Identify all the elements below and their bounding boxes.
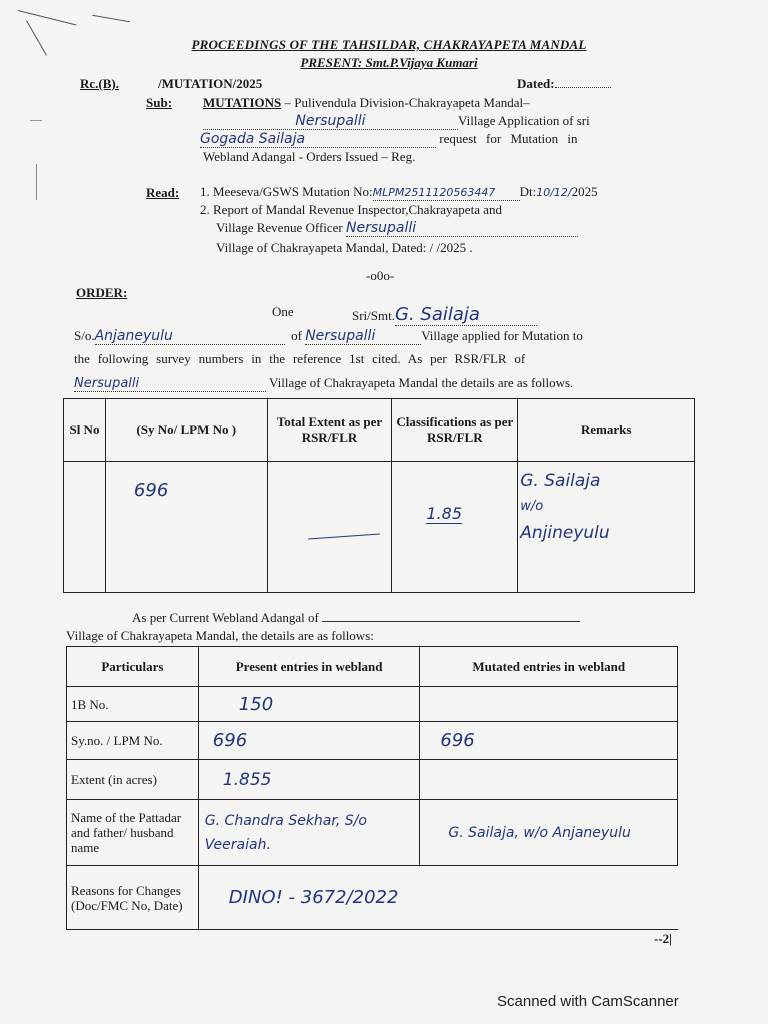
- table-row: [67, 760, 678, 800]
- table-row: [67, 722, 678, 760]
- header-total-extent: Total Extent as per RSR/FLR: [267, 399, 392, 462]
- table-row: [67, 687, 678, 722]
- row-label: Sy.no. / LPM No.: [67, 722, 199, 760]
- cell-present: 150: [198, 687, 420, 722]
- scan-mark: [30, 120, 42, 121]
- header-particulars: Particulars: [67, 647, 199, 687]
- webland-intro-line-2: Village of Chakrayapeta Mandal, the details are as follows:: [66, 628, 374, 643]
- survey-table: [63, 398, 695, 593]
- cell-present: 696: [198, 722, 420, 760]
- subject-line-2: Nersupalli Village Application of sri: [203, 113, 590, 130]
- row-label: Extent (in acres): [67, 760, 199, 800]
- document-title: PROCEEDINGS OF THE TAHSILDAR, CHAKRAYAPETA MANDAL: [191, 37, 587, 52]
- order-line-4: Nersupalli Village of Chakrayapeta Mandal the details are as follows.: [74, 375, 574, 391]
- webland-intro-line-1: As per Current Webland Adangal of: [132, 610, 580, 626]
- order-label: ORDER:: [76, 285, 128, 300]
- read-label: Read:: [146, 185, 180, 200]
- cell-mutated: [420, 760, 678, 800]
- table-row: [67, 866, 678, 930]
- cell-mutated: [420, 687, 678, 722]
- mutation-number: /MUTATION/2025: [158, 76, 263, 91]
- header-present-entries: Present entries in webland: [198, 647, 420, 687]
- cell-present: G. Chandra Sekhar, S/o Veeraiah.: [198, 800, 420, 866]
- dash-mark: [308, 533, 380, 539]
- cell-present: DINO! - 3672/2022: [198, 866, 677, 930]
- name-handwritten: G. Sailaja: [395, 304, 480, 325]
- header-sy-no: (Sy No/ LPM No ): [105, 399, 267, 462]
- header-mutated-entries: Mutated entries in webland: [420, 647, 678, 687]
- present-officer: PRESENT: Smt.P.Vijaya Kumari: [300, 55, 478, 70]
- row-label: Name of the Pattadar and father/ husband name: [67, 800, 199, 866]
- scan-mark: [92, 15, 130, 23]
- subject-line-4: Webland Adangal - Orders Issued – Reg.: [203, 149, 416, 164]
- row-label: Reasons for Changes (Doc/FMC No, Date): [67, 866, 199, 930]
- remarks-relation: w/o: [520, 499, 544, 514]
- header-remarks: Remarks: [518, 399, 695, 462]
- order-one: One: [272, 304, 294, 319]
- separator: -o0o-: [366, 268, 395, 283]
- subject-line-3: Gogada Sailaja request for Mutation in: [200, 131, 578, 147]
- cell-remarks: [518, 462, 695, 593]
- scan-mark: [36, 164, 37, 200]
- read-item-1: 1. Meeseva/GSWS Mutation No:MLPM2511120563447 Dt:10/12/2025: [200, 184, 598, 199]
- read-item-2-line-2: Village Revenue Officer Nersupalli: [216, 220, 578, 237]
- order-line-3: the following survey numbers in the reference 1st cited. As per RSR/FLR of: [74, 351, 526, 366]
- read-item-2-line-3: Village of Chakrayapeta Mandal, Dated: / /2025 .: [216, 240, 473, 255]
- scanner-watermark: Scanned with CamScanner: [497, 993, 679, 1010]
- cell-present: 1.855: [198, 760, 420, 800]
- webland-table: [66, 646, 678, 930]
- header-sl-no: Sl No: [64, 399, 106, 462]
- subject-label: Sub:: [146, 95, 173, 110]
- cell-sl-no: [64, 462, 106, 593]
- order-sri-smt: Sri/Smt.G. Sailaja: [352, 304, 537, 326]
- cell-classification: 1.85: [392, 462, 518, 593]
- remarks-name: G. Sailaja: [520, 471, 601, 491]
- remarks-husband: Anjineyulu: [520, 523, 610, 543]
- header-classifications: Classifications as per RSR/FLR: [392, 399, 518, 462]
- order-line-2: S/o.Anjaneyulu of Nersupalli Village applied for Mutation to: [74, 328, 583, 344]
- rc-label: Rc.(B).: [80, 76, 119, 91]
- cell-extent: [267, 462, 392, 593]
- page-marker: --2|: [654, 931, 673, 946]
- cell-sy-no: 696: [105, 462, 267, 593]
- table-row: [67, 800, 678, 866]
- village-handwritten: Nersupalli: [295, 113, 366, 129]
- cell-mutated: 696: [420, 722, 678, 760]
- row-label: 1B No.: [67, 687, 199, 722]
- applicant-handwritten: Gogada Sailaja: [200, 131, 306, 147]
- subject-line-1: MUTATIONS – Pulivendula Division-Chakrayapeta Mandal–: [203, 95, 530, 110]
- cell-mutated: G. Sailaja, w/o Anjaneyulu: [420, 800, 678, 866]
- dated-label: Dated:: [517, 76, 611, 92]
- read-item-2-line-1: 2. Report of Mandal Revenue Inspector,Chakrayapeta and: [200, 202, 502, 217]
